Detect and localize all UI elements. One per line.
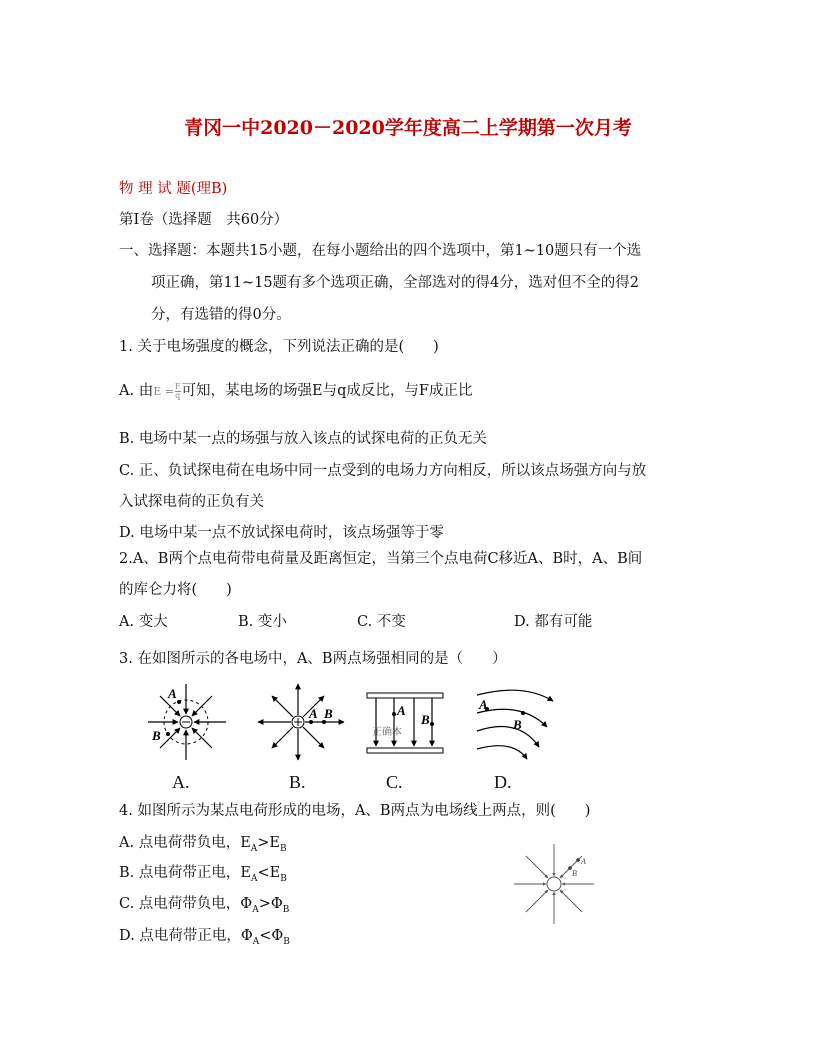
q4-option-c-relation: >Φ (258, 896, 283, 912)
q2-stem-line-2: 的库仑力将( ) (119, 582, 232, 598)
instructions-line-3: 分，有选错的得0分。 (151, 307, 291, 323)
point-label-b: B (513, 717, 522, 732)
q4-point-label-b: B (572, 869, 577, 878)
q2-stem-line-1: 2.A、B两个点电荷带电荷量及距离恒定，当第三个点电荷C移近A、B时，A、B间 (119, 551, 643, 567)
q4-option-b (119, 863, 287, 889)
formula-numerator: F (174, 381, 181, 391)
q3-figure-a (146, 682, 232, 762)
point-label-b: B (324, 706, 333, 721)
q1-option-d: D. 电场中某一点不放试探电荷时，该点场强等于零 (119, 525, 444, 541)
point-label-a: A (168, 686, 177, 701)
q3-figure-label-a: A. (172, 772, 190, 792)
point-label-a: A (309, 706, 318, 721)
subscript: A (250, 873, 258, 884)
q4-stem: 4. 如图所示为某点电荷形成的电场，A、B两点为电场线上两点，则( ) (119, 803, 591, 819)
q1-option-a (119, 381, 472, 402)
q4-option-a-relation: >E (257, 835, 281, 851)
q3-stem: 3. 在如图所示的各电场中，A、B两点场强相同的是（ ） (119, 651, 507, 667)
q4-point-label-a: A (581, 857, 586, 866)
q3-figure-d (473, 683, 557, 761)
q1-option-b: B. 电场中某一点的场强与放入该点的试探电荷的正负无关 (119, 431, 487, 447)
instructions-line-1: 一、选择题：本题共15小题，在每小题给出的四个选项中，第1~10题只有一个选 (119, 243, 642, 259)
q4-option-b-relation: <E (257, 865, 281, 881)
q4-option-c-text: C. 点电荷带负电，Φ (119, 896, 253, 912)
point-label-b: B (421, 712, 430, 727)
subscript: A (252, 904, 259, 915)
q4-option-c (119, 894, 289, 920)
section-heading: 第Ⅰ卷（选择题 共60分） (119, 212, 289, 228)
q3-figure-c (364, 688, 446, 760)
formula-lhs: E = (153, 385, 174, 398)
subscript: B (280, 873, 287, 884)
q1-option-c-line-1: C. 正、负试探电荷在电场中同一点受到的电场力方向相反，所以该点场强方向与放 (119, 463, 647, 479)
point-label-a: A (397, 703, 406, 718)
formula-fraction (175, 383, 181, 400)
q3-figure-label-d: D. (494, 772, 512, 792)
point-label-a: A (479, 697, 488, 712)
subtitle: 物 理 试 题(理B) (119, 181, 228, 197)
q1-option-a-prefix: A. 由 (119, 383, 154, 399)
point-label-b: B (152, 728, 161, 743)
q4-option-d-relation: <Φ (259, 928, 284, 944)
q4-option-d (119, 926, 290, 952)
subscript: B (280, 843, 287, 854)
page-title: 青冈一中2020－2020学年度高二上学期第一次月考 (184, 117, 632, 139)
q4-option-a (119, 833, 287, 859)
q1-option-c-line-2: 入试探电荷的正负有关 (119, 494, 264, 510)
q2-option-c: C. 不变 (357, 614, 406, 630)
q4-option-b-text: B. 点电荷带正电，E (119, 865, 251, 881)
q3-figure-b (254, 682, 350, 762)
q1-stem: 1. 关于电场强度的概念，下列说法正确的是( ) (119, 339, 439, 355)
subscript: A (250, 843, 258, 854)
q3-figure-label-b: B. (289, 772, 306, 792)
q2-option-d: D. 都有可能 (514, 614, 593, 630)
q4-figure (512, 842, 596, 926)
instructions-line-2: 项正确，第11~15题有多个选项正确，全部选对的得4分，选对但不全的得2 (151, 275, 639, 291)
q2-option-a: A. 变大 (119, 614, 168, 630)
q1-option-a-text: 可知，某电场的场强E与q成反比，与F成正比 (181, 383, 473, 399)
watermark-text: 正确本 (372, 727, 402, 738)
q2-option-b: B. 变小 (238, 614, 287, 630)
q3-figure-label-c: C. (386, 772, 403, 792)
subscript: B (282, 904, 290, 915)
subscript: B (283, 936, 290, 947)
subscript: A (252, 936, 260, 947)
q4-option-a-text: A. 点电荷带负电，E (119, 835, 251, 851)
q4-option-d-text: D. 点电荷带正电，Φ (119, 928, 253, 944)
formula-denominator: q (175, 390, 181, 400)
